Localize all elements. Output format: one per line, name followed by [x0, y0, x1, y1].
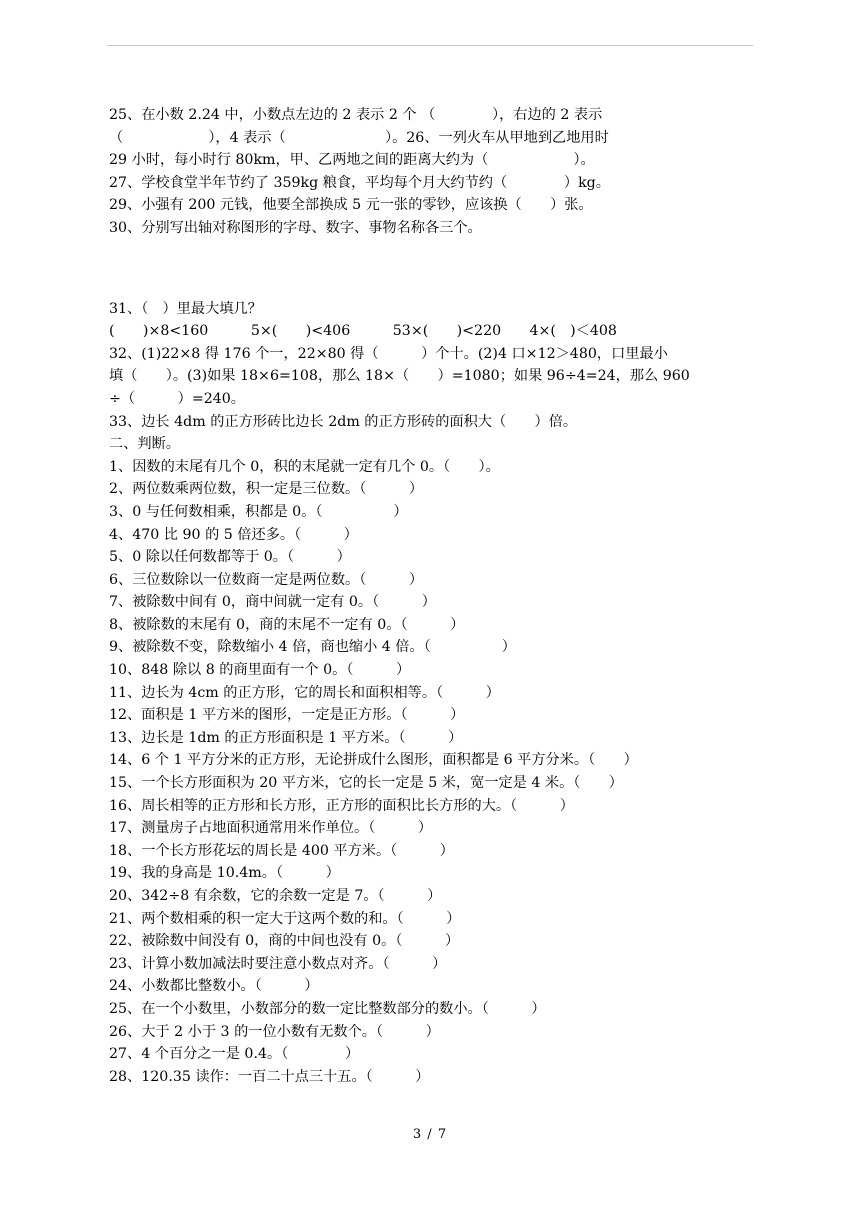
judge-item: 4、470 比 90 的 5 倍还多。（ ） — [109, 526, 358, 543]
judge-list — [109, 456, 759, 1089]
fill-in-questions-b — [109, 298, 759, 434]
judge-item: 15、一个长方形面积为 20 平方米，它的长一定是 5 米，宽一定是 4 米。（ ） — [109, 775, 623, 792]
judge-item: 19、我的身高是 10.4m。（ ） — [109, 865, 340, 882]
page-number: 3 / 7 — [412, 1127, 448, 1142]
judge-item: 24、小数都比整数小。（ ） — [109, 978, 319, 995]
page-content — [109, 104, 759, 1088]
judge-item: 10、848 除以 8 的商里面有一个 0。（ ） — [109, 662, 411, 679]
judge-item: 6、三位数除以一位数商一定是两位数。（ ） — [109, 571, 424, 588]
question-line: 31、（ ）里最大填几？ — [109, 300, 262, 317]
header-rule — [107, 45, 753, 46]
answer-space — [109, 240, 759, 298]
question-line: 填（ ）。(3)如果 18×6=108，那么 18×（ ）=1080；如果 96÷4=24，那么 960 — [109, 368, 690, 385]
question-line: ÷（ ）=240。 — [109, 390, 245, 407]
judge-item: 13、边长是 1dm 的正方形面积是 1 平方米。（ ） — [109, 729, 463, 746]
question-line: 27、学校食堂半年节约了 359kg 粮食，平均每个月大约节约（ ）kg。 — [109, 174, 610, 191]
question-line: 29 小时，每小时行 80km，甲、乙两地之间的距离大约为（ ）。 — [109, 152, 595, 169]
judge-item: 20、342÷8 有余数，它的余数一定是 7。（ ） — [109, 888, 442, 904]
question-line: 32、(1)22×8 得 176 个一，22×80 得（ ）个十。(2)4 口×12＞480，口里最小 — [109, 345, 668, 362]
judge-item: 18、一个长方形花坛的周长是 400 平方米。（ ） — [109, 842, 454, 859]
question-line: 30、分别写出轴对称图形的字母、数字、事物名称各三个。 — [109, 219, 482, 236]
judge-item: 22、被除数中间没有 0，商的中间也没有 0。（ ） — [109, 933, 460, 950]
judge-item: 2、两位数乘两位数，积一定是三位数。（ ） — [109, 481, 424, 498]
judge-item: 28、120.35 读作：一百二十点三十五。（ ） — [109, 1068, 430, 1085]
judge-item: 25、在一个小数里，小数部分的数一定比整数部分的数小。（ ） — [109, 1000, 546, 1017]
question-line: 33、边长 4dm 的正方形砖比边长 2dm 的正方形砖的面积大（ ）倍。 — [109, 413, 578, 430]
judge-item: 14、6 个 1 平方分米的正方形，无论拼成什么图形，面积都是 6 平方分米。（ ） — [109, 752, 638, 769]
judge-item: 9、被除数不变，除数缩小 4 倍，商也缩小 4 倍。（ ） — [109, 639, 516, 656]
question-line: （ ），4 表示（ ）。26、一列火车从甲地到乙地用时 — [109, 129, 609, 146]
fill-in-questions-a — [109, 104, 759, 240]
judge-item: 5、0 除以任何数都等于 0。（ ） — [109, 549, 351, 566]
question-line: ( )×8<160 5×( )<406 53×( )<220 4×( )＜408 — [109, 323, 617, 340]
section-heading: 二、判断。 — [109, 436, 180, 453]
judge-item: 26、大于 2 小于 3 的一位小数有无数个。（ ） — [109, 1023, 440, 1040]
judge-item: 23、计算小数加减法时要注意小数点对齐。（ ） — [109, 955, 447, 972]
question-line: 25、在小数 2.24 中，小数点左边的 2 表示 2 个 （ ），右边的 2 表示 — [109, 107, 603, 123]
judge-item: 11、边长为 4cm 的正方形，它的周长和面积相等。（ ） — [109, 684, 500, 701]
judge-item: 7、被除数中间有 0，商中间就一定有 0。（ ） — [109, 594, 436, 611]
judge-item: 21、两个数相乘的积一定大于这两个数的和。（ ） — [109, 910, 461, 927]
judge-item: 12、面积是 1 平方米的图形，一定是正方形。（ ） — [109, 707, 465, 724]
question-line: 29、小强有 200 元钱，他要全部换成 5 元一张的零钞，应该换（ ）张。 — [109, 197, 593, 214]
judge-item: 17、测量房子占地面积通常用米作单位。（ ） — [109, 820, 433, 837]
judge-item: 8、被除数的末尾有 0，商的末尾不一定有 0。（ ） — [109, 616, 465, 633]
judge-item: 1、因数的末尾有几个 0，积的末尾就一定有几个 0。（ ）。 — [109, 458, 500, 475]
judge-item: 16、周长相等的正方形和长方形，正方形的面积比长方形的大。（ ） — [109, 797, 574, 814]
judge-item: 27、4 个百分之一是 0.4。（ ） — [109, 1046, 360, 1063]
judge-item: 3、0 与任何数相乘，积都是 0。（ ） — [109, 503, 408, 520]
